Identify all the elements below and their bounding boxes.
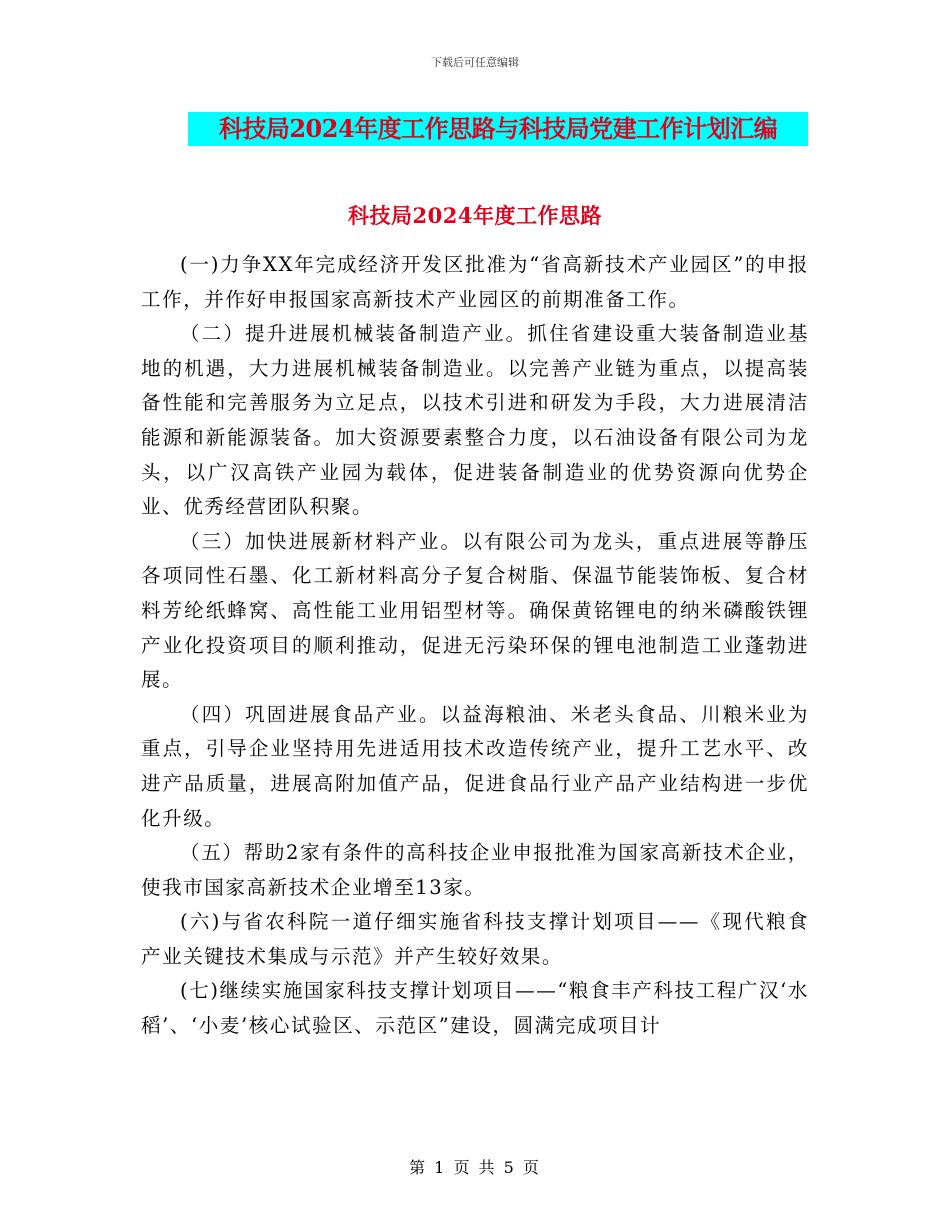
paragraph-2: （二）提升进展机械装备制造产业。抓住省建设重大装备制造业基地的机遇，大力进展机械装备制造业。以完善产业链为重点，以提高装备性能和完善服务为立足点，以技术引进和研发为手段，大力进展清洁能源和新能源装备。加大资源要素整合力度，以石油设备有限公司为龙头，以广汉高铁产业园为载体，促进装备制造业的优势资源向优势企业、优秀经营团队积聚。: [141, 322, 809, 519]
paragraph-6: (六)与省农科院一道仔细实施省科技支撑计划项目——《现代粮食产业关键技术集成与示范》并产生较好效果。: [141, 910, 809, 968]
paragraph-1: (一)力争XX年完成经济开发区批准为“省高新技术产业园区”的申报工作，并作好申报国家高新技术产业园区的前期准备工作。: [141, 253, 809, 311]
document-body: [141, 248, 809, 1044]
paragraph-5: （五）帮助2家有条件的高科技企业申报批准为国家高新技术企业，使我市国家高新技术企业增至13家。: [141, 841, 809, 899]
document-title-highlight: [188, 112, 808, 146]
header-note: 下载后可任意编辑: [431, 56, 519, 69]
page-number-footer: 第 1 页 共 5 页: [409, 1158, 541, 1177]
section-title: 科技局2024年度工作思路: [348, 203, 602, 228]
paragraph-4: （四）巩固进展食品产业。以益海粮油、米老头食品、川粮米业为重点，引导企业坚持用先进适用技术改造传统产业，提升工艺水平、改进产品质量，进展高附加值产品，促进食品行业产品产业结构进一步优化升级。: [141, 702, 809, 830]
document-title: 科技局2024年度工作思路与科技局党建工作计划汇编: [218, 114, 778, 143]
paragraph-3: （三）加快进展新材料产业。以有限公司为龙头，重点进展等静压各项同性石墨、化工新材料高分子复合树脂、保温节能装饰板、复合材料芳纶纸蜂窝、高性能工业用铝型材等。确保黄铭锂电的纳米磷酸铁锂产业化投资项目的顺利推动，促进无污染环保的锂电池制造工业蓬勃进展。: [141, 529, 809, 692]
paragraph-7: (七)继续实施国家科技支撑计划项目——“粮食丰产科技工程广汉‘水稻’、‘小麦’核心试验区、示范区”建设，圆满完成项目计: [141, 979, 809, 1038]
